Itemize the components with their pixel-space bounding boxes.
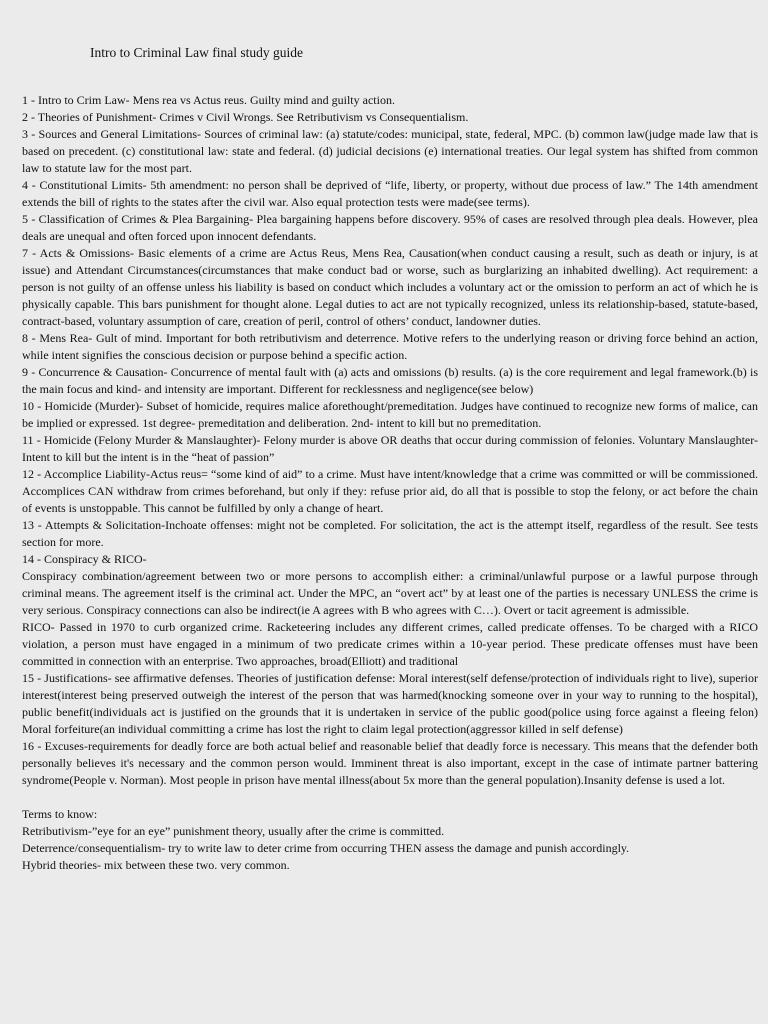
section-2: 2 - Theories of Punishment- Crimes v Civil Wrongs. See Retributivism vs Consequentialism.: [22, 110, 469, 124]
section-3: 3 - Sources and General Limitations- Sources of criminal law: (a) statute/codes: municipal, state, federal, MPC. (b) common law(judge made law that is based on precedent. (c) constitutional law: state and federal. (d) judicial decisions (e) international treaties. Our legal system has shifted from common law to statute law for the most part.: [22, 127, 758, 175]
section-7: 7 - Acts & Omissions- Basic elements of a crime are Actus Reus, Mens Rea, Causation(when conduct causing a result, such as death or injury, is at issue) and Attendant Circumstances(circumstances that make conduct bad or worse, such as burglarizing an inhabited dwelling). Act requirement: a person is not guilty of an offense unless his liability is based on conduct which includes a voluntary act or the omission to perform an act of which he is physically capable. This bars punishment for thought alone. Legal duties to act are not typically recognized, unless its relationship-based, statute-based, contract-based, voluntary assumption of care, creation of peril, control of others’ conduct, landowner duties.: [22, 246, 758, 328]
conspiracy-paragraph: Conspiracy combination/agreement between two or more persons to accomplish either: a criminal/unlawful purpose or a lawful purpose through criminal means. The agreement itself is the criminal act. Under the MPC, an “overt act” by at least one of the parties is necessary UNLESS the crime is very serious. Conspiracy connections can also be indirect(ie A agrees with B who agrees with C…). Overt or tacit agreement is admissible.: [22, 569, 758, 617]
paragraph-gap: [22, 789, 758, 806]
section-14-heading: 14 - Conspiracy & RICO-: [22, 552, 147, 566]
section-10: 10 - Homicide (Murder)- Subset of homicide, requires malice aforethought/premeditation. Judges have continued to recognize new forms of malice, can be implied or expressed. 1st degree- premeditation and deliberation. 2nd- intent to kill but no premeditation.: [22, 399, 758, 430]
section-15: 15 - Justifications- see affirmative defenses. Theories of justification defense: Moral interest(self defense/protection of individuals right to live), superior interest(interest being preserved outweigh the interest of the person that was harmed(knocking someone over in your way to running to the hospital), public benefit(individuals act is justified on the grounds that it is undertaken in service of the public good(police using force against a fleeing felon) Moral forfeiture(an individual committing a crime has lost the right to claim legal protection(aggressor killed in self defense): [22, 671, 758, 736]
term-retributivism: Retributivism-”eye for an eye” punishment theory, usually after the crime is committed.: [22, 824, 445, 838]
section-4: 4 - Constitutional Limits- 5th amendment: no person shall be deprived of “life, liberty, or property, without due process of law.” The 14th amendment extends the bill of rights to the states after the civil war. Also equal protection tests were made(see terms).: [22, 178, 758, 209]
section-13: 13 - Attempts & Solicitation-Inchoate offenses: might not be completed. For solicitation, the act is the attempt itself, regardless of the result. See tests section for more.: [22, 518, 758, 549]
section-5: 5 - Classification of Crimes & Plea Bargaining- Plea bargaining happens before discovery. 95% of cases are resolved through plea deals. However, plea deals are unequal and often forced upon innocent defendants.: [22, 212, 758, 243]
section-9: 9 - Concurrence & Causation- Concurrence of mental fault with (a) acts and omissions (b) results. (a) is the core requirement and legal framework.(b) is the main focus and kind- and intensity are important. Different for recklessness and negligence(see below): [22, 365, 758, 396]
term-deterrence: Deterrence/consequentialism- try to write law to deter crime from occurring THEN assess the damage and punish accordingly.: [22, 841, 630, 855]
section-8: 8 - Mens Rea- Gult of mind. Important for both retributivism and deterrence. Motive refers to the underlying reason or driving force behind an action, while intent signifies the conscious decision or purpose behind a specific action.: [22, 331, 758, 362]
terms-heading: Terms to know:: [22, 807, 98, 821]
section-16: 16 - Excuses-requirements for deadly force are both actual belief and reasonable belief that deadly force is necessary. This means that the defender both personally believes it's necessary and the common person would. Imminent threat is also important, except in the case of intimate partner battering syndrome(People v. Norman). Most people in prison have mental illness(about 5x more than the general population).Insanity defense is used a lot.: [22, 739, 758, 787]
section-1: 1 - Intro to Crim Law- Mens rea vs Actus reus. Guilty mind and guilty action.: [22, 93, 395, 107]
section-12: 12 - Accomplice Liability-Actus reus= “some kind of aid” to a crime. Must have intent/knowledge that a crime was committed or will be commissioned. Accomplices CAN withdraw from crimes beforehand, but only if they: refuse prior aid, do all that is possible to stop the felony, or act before the chain of events is unstoppable. This cannot be fulfilled by only a change of heart.: [22, 467, 758, 515]
rico-paragraph: RICO- Passed in 1970 to curb organized crime. Racketeering includes any different crimes, called predicate offenses. To be charged with a RICO violation, a person must have engaged in a minimum of two predicate crimes within a 10-year period. These predicate offenses must have been committed in connection with an enterprise. Two approaches, broad(Elliott) and traditional: [22, 620, 758, 668]
section-11: 11 - Homicide (Felony Murder & Manslaughter)- Felony murder is above OR deaths that occur during commission of felonies. Voluntary Manslaughter-Intent to kill but the intent is in the “heat of passion”: [22, 433, 758, 464]
document-title: Intro to Criminal Law final study guide: [90, 45, 303, 60]
term-hybrid: Hybrid theories- mix between these two. very common.: [22, 858, 290, 872]
document-body: [22, 92, 758, 874]
